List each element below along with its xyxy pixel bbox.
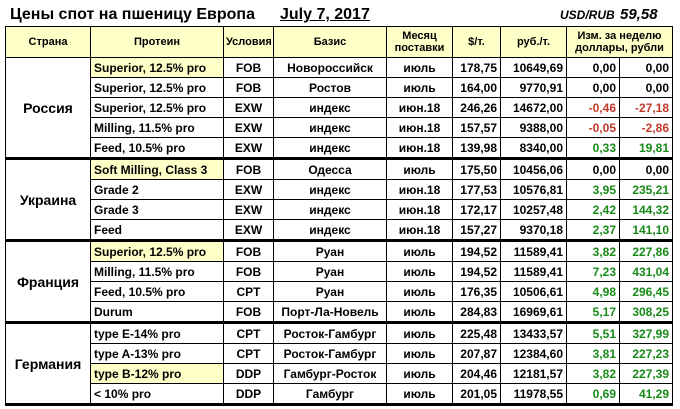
usd-price-cell: 157,57 [453, 118, 501, 138]
exchange-rate-value: 59,58 [620, 6, 658, 23]
header-usd: $/т. [453, 27, 501, 58]
rub-price-cell: 11589,41 [501, 241, 567, 262]
usd-price-cell: 284,83 [453, 302, 501, 323]
change-rub-cell: 327,99 [620, 323, 673, 344]
protein-cell: Grade 3 [91, 200, 224, 220]
terms-cell: FOB [224, 262, 274, 282]
table-row [6, 118, 673, 138]
table-row [6, 180, 673, 200]
table-row [6, 200, 673, 220]
terms-cell: EXW [224, 138, 274, 159]
protein-cell: Feed, 10.5% pro [91, 138, 224, 159]
terms-cell: EXW [224, 98, 274, 118]
header-delivery: Месяц поставки [387, 27, 453, 58]
delivery-cell: июль [387, 241, 453, 262]
table-row [6, 323, 673, 344]
protein-cell: Superior, 12.5% pro [91, 98, 224, 118]
basis-cell: Ростов [274, 78, 387, 98]
terms-cell: FOB [224, 58, 274, 78]
table-row [6, 138, 673, 159]
report-date: July 7, 2017 [280, 6, 370, 23]
header-change: Изм. за неделю доллары, рубли [567, 27, 673, 58]
change-rub-cell: 141,10 [620, 220, 673, 241]
protein-cell: Feed, 10.5% pro [91, 282, 224, 302]
change-rub-cell: 235,21 [620, 180, 673, 200]
change-rub-cell: 227,23 [620, 344, 673, 364]
basis-cell: Руан [274, 282, 387, 302]
rub-price-cell: 12181,57 [501, 364, 567, 384]
change-rub-cell: 0,00 [620, 159, 673, 180]
change-usd-cell: 0,69 [567, 384, 620, 405]
change-rub-cell: 308,25 [620, 302, 673, 323]
country-cell: Украина [6, 159, 91, 241]
table-row [6, 220, 673, 241]
terms-cell: EXW [224, 220, 274, 241]
terms-cell: DDP [224, 364, 274, 384]
protein-cell: Grade 2 [91, 180, 224, 200]
protein-cell: Superior, 12.5% pro [91, 78, 224, 98]
delivery-cell: июль [387, 384, 453, 405]
table-row [6, 241, 673, 262]
change-rub-cell: 19,81 [620, 138, 673, 159]
rub-price-cell: 8340,00 [501, 138, 567, 159]
terms-cell: EXW [224, 118, 274, 138]
terms-cell: FOB [224, 302, 274, 323]
table-row [6, 344, 673, 364]
change-usd-cell: 7,23 [567, 262, 620, 282]
change-usd-cell: 5,51 [567, 323, 620, 344]
terms-cell: CPT [224, 282, 274, 302]
usd-price-cell: 194,52 [453, 241, 501, 262]
delivery-cell: июль [387, 282, 453, 302]
rub-price-cell: 13433,57 [501, 323, 567, 344]
rub-price-cell: 9770,91 [501, 78, 567, 98]
table-row [6, 384, 673, 405]
basis-cell: индекс [274, 220, 387, 241]
change-rub-cell: 227,39 [620, 364, 673, 384]
rub-price-cell: 12384,60 [501, 344, 567, 364]
basis-cell: Росток-Гамбург [274, 344, 387, 364]
header-basis: Базис [274, 27, 387, 58]
rub-price-cell: 11978,55 [501, 384, 567, 405]
basis-cell: индекс [274, 98, 387, 118]
usd-price-cell: 172,17 [453, 200, 501, 220]
rub-price-cell: 10257,48 [501, 200, 567, 220]
change-usd-cell: -0,46 [567, 98, 620, 118]
country-cell: Россия [6, 58, 91, 159]
basis-cell: индекс [274, 118, 387, 138]
protein-cell: Milling, 11.5% pro [91, 118, 224, 138]
usd-price-cell: 178,75 [453, 58, 501, 78]
basis-cell: Росток-Гамбург [274, 323, 387, 344]
protein-cell: Superior, 12.5% pro [91, 241, 224, 262]
change-usd-cell: 2,37 [567, 220, 620, 241]
rub-price-cell: 10576,81 [501, 180, 567, 200]
basis-cell: индекс [274, 200, 387, 220]
delivery-cell: июль [387, 344, 453, 364]
terms-cell: EXW [224, 200, 274, 220]
basis-cell: индекс [274, 180, 387, 200]
usd-price-cell: 157,27 [453, 220, 501, 241]
change-usd-cell: 0,00 [567, 58, 620, 78]
basis-cell: индекс [274, 138, 387, 159]
change-rub-cell: 296,45 [620, 282, 673, 302]
change-usd-cell: 5,17 [567, 302, 620, 323]
header-terms: Условия [224, 27, 274, 58]
protein-cell: Milling, 11.5% pro [91, 262, 224, 282]
terms-cell: FOB [224, 78, 274, 98]
basis-cell: Порт-Ла-Новель [274, 302, 387, 323]
protein-cell: Feed [91, 220, 224, 241]
delivery-cell: июн.18 [387, 138, 453, 159]
country-cell: Германия [6, 323, 91, 405]
change-usd-cell: 3,82 [567, 364, 620, 384]
delivery-cell: июль [387, 262, 453, 282]
exchange-rate-label: USD/RUB [560, 8, 615, 22]
usd-price-cell: 194,52 [453, 262, 501, 282]
usd-price-cell: 175,50 [453, 159, 501, 180]
delivery-cell: июн.18 [387, 200, 453, 220]
rub-price-cell: 11589,41 [501, 262, 567, 282]
delivery-cell: июн.18 [387, 220, 453, 241]
table-row [6, 262, 673, 282]
change-usd-cell: 3,81 [567, 344, 620, 364]
usd-price-cell: 164,00 [453, 78, 501, 98]
change-rub-cell: 431,04 [620, 262, 673, 282]
change-rub-cell: -2,86 [620, 118, 673, 138]
rub-price-cell: 10649,69 [501, 58, 567, 78]
basis-cell: Руан [274, 262, 387, 282]
change-rub-cell: 0,00 [620, 78, 673, 98]
protein-cell: Durum [91, 302, 224, 323]
delivery-cell: июль [387, 302, 453, 323]
usd-price-cell: 177,53 [453, 180, 501, 200]
terms-cell: FOB [224, 241, 274, 262]
terms-cell: CPT [224, 323, 274, 344]
change-usd-cell: 0,00 [567, 159, 620, 180]
protein-cell: type E-14% pro [91, 323, 224, 344]
rub-price-cell: 9388,00 [501, 118, 567, 138]
terms-cell: CPT [224, 344, 274, 364]
basis-cell: Гамбург [274, 384, 387, 405]
delivery-cell: июль [387, 58, 453, 78]
change-usd-cell: 3,95 [567, 180, 620, 200]
basis-cell: Одесса [274, 159, 387, 180]
rub-price-cell: 10456,06 [501, 159, 567, 180]
basis-cell: Руан [274, 241, 387, 262]
usd-price-cell: 204,46 [453, 364, 501, 384]
protein-cell: type B-12% pro [91, 364, 224, 384]
delivery-cell: июль [387, 78, 453, 98]
change-rub-cell: 0,00 [620, 58, 673, 78]
delivery-cell: июн.18 [387, 118, 453, 138]
change-usd-cell: 2,42 [567, 200, 620, 220]
delivery-cell: июль [387, 159, 453, 180]
header-protein: Протеин [91, 27, 224, 58]
header-country: Страна [6, 27, 91, 58]
header-rub: руб./т. [501, 27, 567, 58]
table-row [6, 78, 673, 98]
change-rub-cell: 227,86 [620, 241, 673, 262]
usd-price-cell: 139,98 [453, 138, 501, 159]
change-rub-cell: 144,32 [620, 200, 673, 220]
report-title: Цены спот на пшеницу Европа [10, 6, 255, 23]
change-rub-cell: -27,18 [620, 98, 673, 118]
table-header-row [6, 27, 673, 58]
change-usd-cell: -0,05 [567, 118, 620, 138]
protein-cell: Superior, 12.5% pro [91, 58, 224, 78]
usd-price-cell: 201,05 [453, 384, 501, 405]
terms-cell: FOB [224, 159, 274, 180]
usd-price-cell: 176,35 [453, 282, 501, 302]
basis-cell: Гамбург-Росток [274, 364, 387, 384]
price-table [5, 26, 673, 406]
change-usd-cell: 0,33 [567, 138, 620, 159]
usd-price-cell: 246,26 [453, 98, 501, 118]
table-row [6, 58, 673, 78]
table-row [6, 302, 673, 323]
protein-cell: < 10% pro [91, 384, 224, 405]
protein-cell: type A-13% pro [91, 344, 224, 364]
terms-cell: DDP [224, 384, 274, 405]
usd-price-cell: 225,48 [453, 323, 501, 344]
rub-price-cell: 16969,61 [501, 302, 567, 323]
country-cell: Франция [6, 241, 91, 323]
change-usd-cell: 3,82 [567, 241, 620, 262]
terms-cell: EXW [224, 180, 274, 200]
table-row [6, 364, 673, 384]
rub-price-cell: 14672,00 [501, 98, 567, 118]
rub-price-cell: 10506,61 [501, 282, 567, 302]
delivery-cell: июн.18 [387, 98, 453, 118]
basis-cell: Новороссийск [274, 58, 387, 78]
change-usd-cell: 4,98 [567, 282, 620, 302]
delivery-cell: июль [387, 323, 453, 344]
change-usd-cell: 0,00 [567, 78, 620, 98]
usd-price-cell: 207,87 [453, 344, 501, 364]
change-rub-cell: 41,29 [620, 384, 673, 405]
rub-price-cell: 9370,18 [501, 220, 567, 241]
table-row [6, 98, 673, 118]
delivery-cell: июн.18 [387, 180, 453, 200]
delivery-cell: июль [387, 364, 453, 384]
table-row [6, 159, 673, 180]
table-body [6, 58, 673, 405]
table-row [6, 282, 673, 302]
protein-cell: Soft Milling, Class 3 [91, 159, 224, 180]
